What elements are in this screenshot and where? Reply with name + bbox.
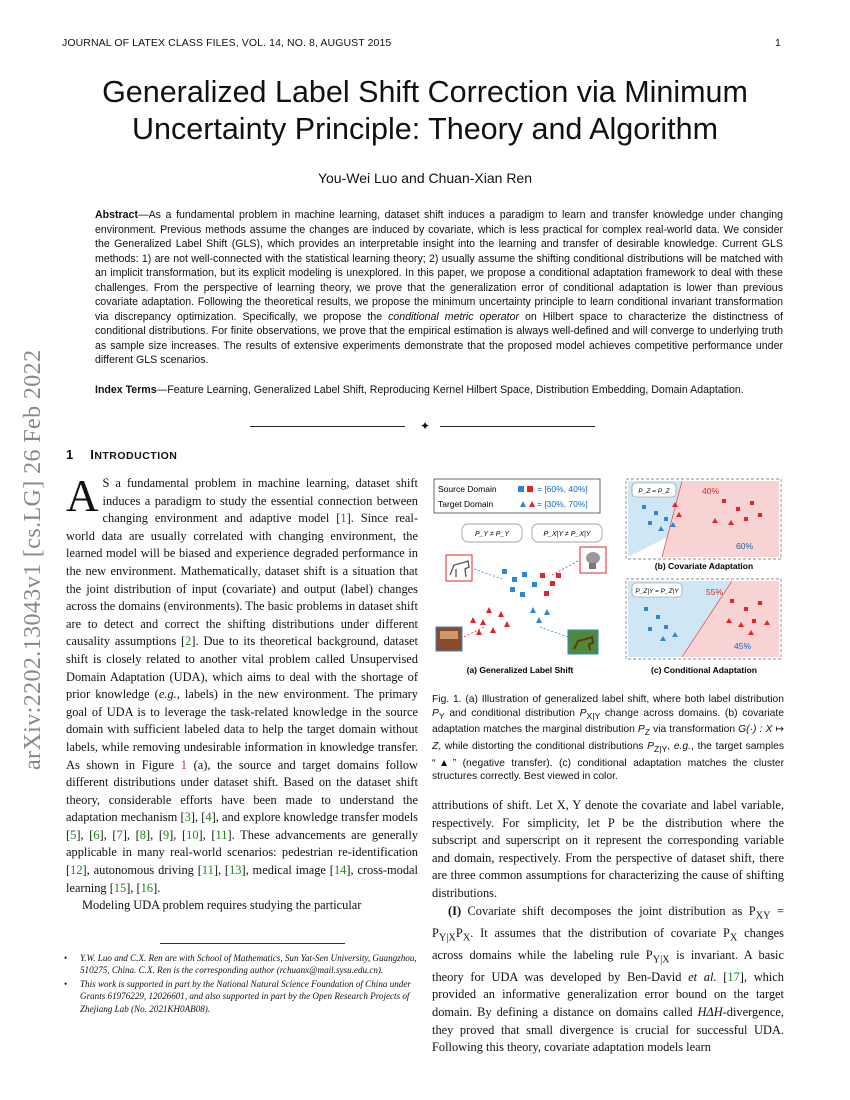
section-number: 1 <box>66 447 74 462</box>
citation-link[interactable]: 11 <box>215 827 228 842</box>
intro-text: ], [ <box>99 827 117 842</box>
figure-1 <box>432 477 784 685</box>
legend-target-ratio: = [30%, 70%] <box>537 499 588 509</box>
running-header: JOURNAL OF LATEX CLASS FILES, VOL. 14, NO. 8, AUGUST 2015 <box>62 37 392 49</box>
source-point-blue <box>522 572 527 577</box>
target-point-red <box>480 619 486 625</box>
panel-b-red-percent: 40% <box>702 486 720 496</box>
body-text: -divergence, they proved that small divergence is crucial for successful UDA. Following this theory, covariate adaptation models learn <box>432 1004 784 1055</box>
panel-b-blue-percent: 60% <box>736 541 754 551</box>
abstract-text-1: As a fundamental problem in machine learning, dataset shift induces a paradigm to learn and transfer knowledge under changing environment. Previous methods assume the changes are induced by covariate, which is less practical for complex real-world data. We consider the Generalized Label Shift (GLS), which provides an interpretable insight into the learning and transfer of desirable knowledge. Current GLS methods: 1) are not well-connected with the statistical learning theory; 2) usually assume the shifting conditional distributions will be matched with an implicit transformation, but its explicit modeling is unexplored. In this paper, we propose a conditional adaptation framework to deal with these challenges. From the perspective of learning theory, we prove that the generalization error of conditional adaptation is lower than previous covariate adaptation. Following the theoretical results, we propose the minimum uncertainty principle to learn conditional invariant transformation via discrepancy optimization. Specifically, we propose the <box>95 209 783 323</box>
index-terms-label: Index Terms <box>95 384 157 396</box>
title-line-2: Uncertainty Principle: Theory and Algorithm <box>132 112 718 146</box>
math-sub: X <box>462 932 471 944</box>
footnotes <box>64 952 418 1016</box>
divider-diamond-icon: ✦ <box>420 419 431 433</box>
math-sub: XY <box>755 910 771 922</box>
intro-text: (a), the source and target domains follow different distributions under dataset shift. Based on the dataset shift theory, considerable efforts have been made to understand the adaptation mechanism [ <box>66 757 418 825</box>
body-text: Covariate shift decomposes the joint distribution as P <box>461 903 756 918</box>
citation-link[interactable]: 3 <box>184 810 191 825</box>
arrow-line <box>540 627 568 637</box>
point <box>654 511 658 515</box>
figure-link[interactable]: 1 <box>180 757 187 772</box>
panel-c-label: (c) Conditional Adaptation <box>651 665 757 675</box>
panel-c-red-percent: 55% <box>706 587 724 597</box>
abstract-dash: — <box>137 209 149 221</box>
source-point-red <box>544 591 549 596</box>
section-title-initial: I <box>90 447 95 462</box>
body-text: ], which provided an informative generalization error bound on the target domain. By defining a distance on domains called <box>432 969 784 1019</box>
section-title-rest: NTRODUCTION <box>94 450 178 462</box>
legend-source-red-square <box>527 486 533 492</box>
citation-link[interactable]: 17 <box>727 969 740 984</box>
divider-line-left <box>250 426 405 427</box>
caption-text: , while distorting the conditional distributions <box>438 740 648 752</box>
point <box>664 625 668 629</box>
citation-link[interactable]: 9 <box>162 827 170 842</box>
point <box>744 517 748 521</box>
footnote-text: Y.W. Luo and C.X. Ren are with School of Mathematics, Sun Yat-Sen University, Guangzhou, 510275, China. C.X. Ren is the corresponding author (rchuanx@mail.sysu.edu.cn). <box>80 953 417 976</box>
right-paragraph-2 <box>432 903 784 1057</box>
target-point-red <box>498 611 504 617</box>
intro-text: , labels) in the new environment. The primary goal of UDA is to leverage the task-related knowledge in the source domain with sufficient labeled data to help the target domain without labels, while removing undesirable information in knowledge transfer. As shown in Figure <box>66 687 419 772</box>
source-point-blue <box>520 592 525 597</box>
caption-text: (a) Illustration of generalized label shift, where both label distribution <box>461 694 784 705</box>
point <box>758 513 762 517</box>
right-column-body <box>432 797 784 1057</box>
intro-paragraph-2: Modeling UDA problem requires studying the particular <box>82 898 362 913</box>
index-terms-dash: — <box>156 384 168 396</box>
citation-link[interactable]: 11 <box>201 863 214 878</box>
intro-text: ], [ <box>190 810 206 825</box>
target-point-red <box>470 617 476 623</box>
citation-link[interactable]: 15 <box>113 880 127 895</box>
target-point-blue <box>530 607 536 613</box>
intro-text: ], [ <box>126 880 141 895</box>
assumption-label: (I) <box>448 903 462 918</box>
source-point-red <box>540 573 545 578</box>
panel-b-red-region <box>662 481 779 557</box>
section-divider <box>250 419 600 433</box>
page-number: 1 <box>775 37 781 49</box>
intro-text: ], [ <box>122 827 140 842</box>
citation-link[interactable]: 8 <box>139 827 146 842</box>
citation-link[interactable]: 14 <box>333 863 347 878</box>
panel-a-points <box>470 569 561 635</box>
caption-math: P <box>432 707 439 719</box>
source-point-blue <box>502 569 507 574</box>
intro-text: S a fundamental problem in machine learning, dataset shift induces a paradigm to study the essential connection between changing environment and adaptive model [ <box>102 476 418 526</box>
target-point-red <box>476 629 482 635</box>
point <box>656 615 660 619</box>
point <box>664 517 668 521</box>
legend-source-label: Source Domain <box>438 484 497 494</box>
intro-text: ], autonomous driving [ <box>82 863 202 878</box>
caption-text: , the target samples “▲” (negative transfer). (c) conditional adaptation matches the cluster structures correctly. Best viewed in color. <box>432 740 784 783</box>
body-text: P <box>455 925 463 940</box>
math-sub: X <box>729 932 738 944</box>
conditional-bubble-text: P_Z|Y = P_Z|Y <box>635 588 679 595</box>
caption-math: P <box>647 740 655 752</box>
caption-math: P <box>637 724 645 736</box>
source-point-red <box>556 573 561 578</box>
math-sub: Y|X <box>652 954 670 966</box>
citation-link[interactable]: 2 <box>185 634 192 649</box>
footnote-rule <box>160 943 345 944</box>
drop-cap: A <box>66 471 99 521</box>
caption-text: via transformation <box>650 724 739 736</box>
citation-link[interactable]: 1 <box>340 511 347 526</box>
footnote-funding <box>64 978 418 1015</box>
legend-source-blue-square <box>518 486 524 492</box>
arrow-line <box>474 569 502 579</box>
caption-math: P <box>579 707 587 719</box>
bullet-icon: • <box>64 978 68 989</box>
caption-text: , <box>667 740 674 752</box>
intro-text: ], [ <box>145 827 163 842</box>
title-line-1: Generalized Label Shift Correction via Minimum <box>102 75 748 109</box>
intro-text: ]. Due to its theoretical background, dataset shift is closely related to another vital problem called Unsupervised Domain Adaptation (UDA), which aims to deal with the shortage of prior knowledge ( <box>66 634 418 702</box>
left-column-body <box>66 471 419 915</box>
legend-target-label: Target Domain <box>438 499 494 509</box>
body-text: . It assumes that the distribution of covariate P <box>470 925 730 940</box>
citation-link[interactable]: 10 <box>186 827 199 842</box>
bullet-icon: • <box>64 953 68 963</box>
caption-text: and conditional distribution <box>444 707 580 719</box>
intro-text: ], medical image [ <box>241 863 334 878</box>
intro-paragraph-1 <box>66 471 419 897</box>
caption-math-sub: Y <box>438 710 445 721</box>
point <box>644 607 648 611</box>
target-point-blue <box>536 617 542 623</box>
arrow-line <box>552 561 578 575</box>
caption-text: change across domains. (b) covariate adaptation matches the marginal distribution <box>432 707 784 736</box>
point <box>722 499 726 503</box>
footnote-affiliation <box>64 952 418 977</box>
point <box>642 505 646 509</box>
citation-link[interactable]: 13 <box>229 863 242 878</box>
intro-text: ]. <box>153 880 161 895</box>
panel-b-label: (b) Covariate Adaptation <box>654 561 754 571</box>
source-point-blue <box>532 582 537 587</box>
section-heading <box>66 447 177 462</box>
caption-math-sub: Z <box>644 727 651 738</box>
source-point-blue <box>510 587 515 592</box>
source-point-blue <box>512 577 517 582</box>
target-point-blue <box>544 609 550 615</box>
intro-text: ], and explore knowledge transfer models [ <box>66 810 418 842</box>
body-emphasis: et al. <box>688 969 717 984</box>
right-paragraph-1: attributions of shift. Let X, Y denote the covariate and label variable, respectively. For simplicity, let P be the distribution where the subscript and superscript on it represent the corresponding variable and domain, respectively. From the perspective of dataset shift, there are three common assumptions for characterizing the cause of shifting distributions. <box>432 798 784 900</box>
index-terms <box>95 383 783 398</box>
target-point-red <box>504 621 510 627</box>
point <box>744 607 748 611</box>
abstract-label: Abstract <box>95 209 138 221</box>
index-terms-text: Feature Learning, Generalized Label Shift, Reproducing Kernel Hilbert Space, Distribution Embedding, Domain Adaptation. <box>167 384 744 396</box>
point <box>752 619 756 623</box>
citation-link[interactable]: 6 <box>93 827 100 842</box>
abstract <box>95 208 783 368</box>
arrow-line <box>464 627 484 637</box>
intro-emphasis: e.g. <box>158 687 177 702</box>
caption-math-sub: X|Y <box>586 710 601 721</box>
conditional-shift-text: P_X|Y ≠ P_X|Y <box>543 531 591 538</box>
point <box>736 507 740 511</box>
citation-link[interactable]: 4 <box>205 810 212 825</box>
legend-source-ratio: = [60%, 40%] <box>537 484 588 494</box>
panel-c-blue-percent: 45% <box>734 641 752 651</box>
panel-a-label: (a) Generalized Label Shift <box>466 665 574 675</box>
citation-link[interactable]: 12 <box>70 863 83 878</box>
body-math: HΔH <box>697 1004 723 1019</box>
point <box>750 501 754 505</box>
intro-text: ]. These advancements are generally applicable in many real-world scenarios: pedestrian re-identification [ <box>66 827 419 878</box>
point <box>648 627 652 631</box>
caption-math-sub: Z|Y <box>654 743 668 754</box>
target-point-red <box>490 627 496 633</box>
body-text: changes across domains while the labeling rule P <box>432 925 784 962</box>
body-text: [ <box>716 969 728 984</box>
point <box>648 521 652 525</box>
caption-lead: Fig. 1. <box>432 694 462 705</box>
intro-text: ], cross-modal learning [ <box>66 863 418 895</box>
point <box>758 601 762 605</box>
abstract-emphasis: conditional metric operator <box>388 310 520 323</box>
intro-text: ], [ <box>198 827 216 842</box>
footnote-text: This work is supported in part by the National Natural Science Foundation of China under Grants 61976229, 12026601, and also supported in part by the Open Research Projects of Zhejiang Lab (No. 2021KH0AB08). <box>80 978 411 1014</box>
paper-title <box>40 74 810 148</box>
caption-emphasis: e.g. <box>673 740 692 752</box>
authors: You-Wei Luo and Chuan-Xian Ren <box>317 170 533 186</box>
body-text: = P <box>432 903 784 940</box>
intro-text: ]. Since real-world data are usually correlated with changing environment, the learned model will be biased and experience degraded performance in the new environment. Mathematically, dataset shift is a situation that the joint distribution of input (covariate) and output (label) changes across the domains (environments). The basic problems in dataset shift are to detect and correct the shifting distributions under different causality assumptions [ <box>66 511 418 649</box>
point <box>730 599 734 603</box>
divider-line-right <box>440 426 595 427</box>
figure-caption <box>432 693 784 784</box>
label-shift-text: P_Y ≠ P_Y <box>474 531 510 538</box>
citation-link[interactable]: 16 <box>140 880 154 895</box>
body-text: is invariant. A basic theory for UDA was developed by Ben-David <box>432 947 784 984</box>
citation-link[interactable]: 7 <box>116 827 123 842</box>
intro-text: ], [ <box>213 863 230 878</box>
covariate-bubble-text: P_Z = P_Z <box>638 488 670 495</box>
citation-link[interactable]: 5 <box>70 827 77 842</box>
caption-math: G(·) : X ↦ Z <box>432 724 784 752</box>
arxiv-stamp: arXiv:2202.13043v1 [cs.LG] 26 Feb 2022 <box>20 349 46 770</box>
intro-text: ], [ <box>76 827 94 842</box>
source-point-red <box>550 581 555 586</box>
math-sub: Y|X <box>438 932 456 944</box>
target-point-red <box>486 607 492 613</box>
abstract-text-2: on Hilbert space to characterize the distinctness of conditional distributions. For finite observations, we prove that the empirical estimation is always well-defined and will converge to underlying truth as sample size increases. The results of extensive experiments demonstrate that the proposed model achieves competitive performance under different GLS scenarios. <box>95 310 783 366</box>
intro-text: ], [ <box>169 827 187 842</box>
